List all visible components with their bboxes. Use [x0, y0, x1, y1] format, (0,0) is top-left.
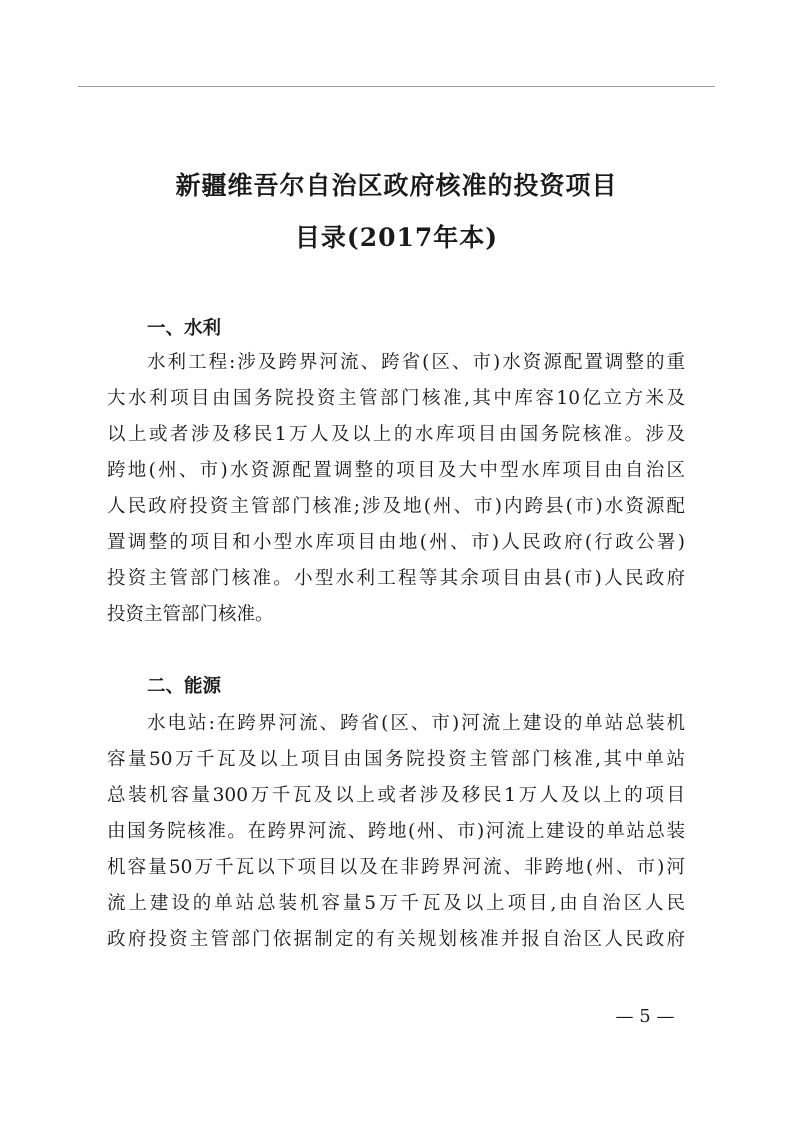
document-title-line-1: 新疆维吾尔自治区政府核准的投资项目	[175, 171, 618, 200]
paragraph-line: 由国务院核准。在跨界河流、跨地(州、市)河流上建设的单站总装	[107, 821, 685, 842]
section-heading-energy: 二、能源	[147, 676, 222, 697]
paragraph-line: 投资主管部门核准。	[107, 604, 274, 625]
section-heading-water: 一、水利	[147, 318, 222, 339]
paragraph-line: 以上或者涉及移民1万人及以上的水库项目由国务院核准。涉及	[107, 424, 685, 445]
paragraph-line: 跨地(州、市)水资源配置调整的项目及大中型水库项目由自治区	[107, 460, 685, 481]
paragraph-line: 水电站:在跨界河流、跨省(区、市)河流上建设的单站总装机	[147, 713, 685, 734]
paragraph-line: 流上建设的单站总装机容量5万千瓦及以上项目,由自治区人民	[107, 893, 685, 914]
document-title-line-2: 目录(2017年本)	[294, 223, 499, 252]
page-number: — 5 —	[615, 1006, 675, 1027]
paragraph-line: 人民政府投资主管部门核准;涉及地(州、市)内跨县(市)水资源配	[107, 496, 685, 517]
header-rule	[78, 86, 715, 87]
paragraph-line: 水利工程:涉及跨界河流、跨省(区、市)水资源配置调整的重	[147, 352, 685, 373]
paragraph-line: 投资主管部门核准。小型水利工程等其余项目由县(市)人民政府	[107, 568, 685, 589]
paragraph-line: 政府投资主管部门依据制定的有关规划核准并报自治区人民政府	[107, 929, 685, 950]
paragraph-line: 总装机容量300万千瓦及以上或者涉及移民1万人及以上的项目	[107, 785, 685, 806]
paragraph-line: 机容量50万千瓦以下项目以及在非跨界河流、非跨地(州、市)河	[107, 857, 685, 878]
paragraph-line: 大水利项目由国务院投资主管部门核准,其中库容10亿立方米及	[107, 388, 685, 409]
paragraph-line: 容量50万千瓦及以上项目由国务院投资主管部门核准,其中单站	[107, 749, 685, 770]
paragraph-line: 置调整的项目和小型水库项目由地(州、市)人民政府(行政公署)	[107, 532, 685, 553]
